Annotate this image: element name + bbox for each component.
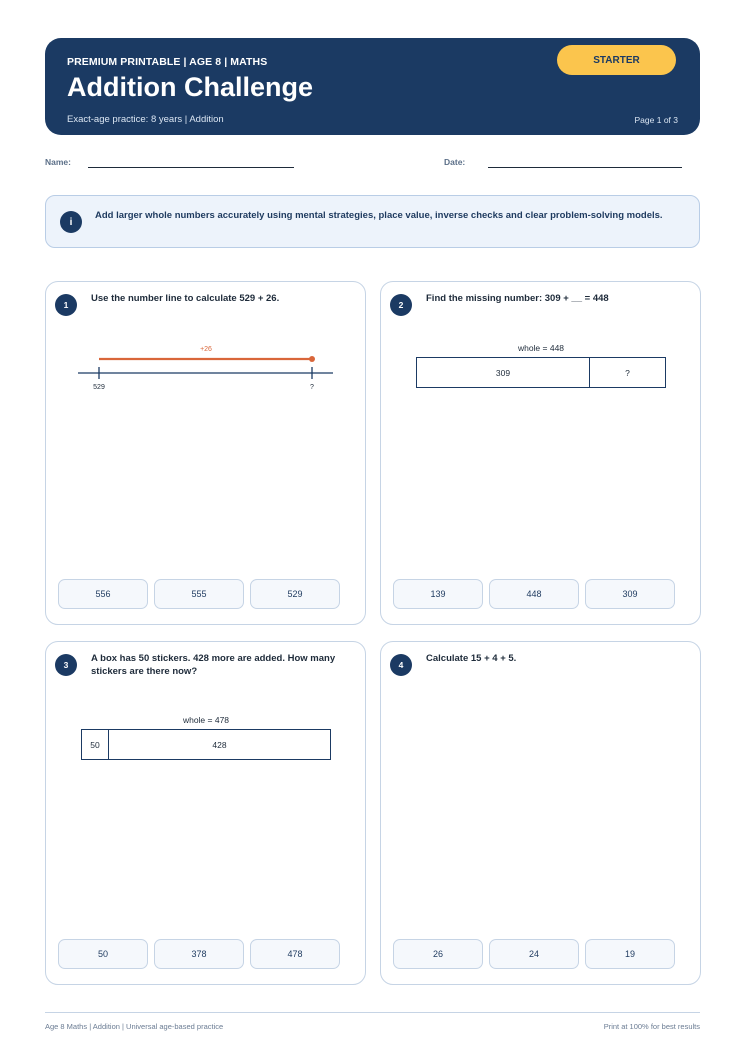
number-line-diagram: [46, 282, 367, 412]
answer-option[interactable]: 529: [250, 579, 340, 609]
question-number: 3: [55, 654, 77, 676]
answer-option[interactable]: 378: [154, 939, 244, 969]
bar-model: [81, 729, 331, 760]
question-number: 4: [390, 654, 412, 676]
question-text: Calculate 15 + 4 + 5.: [426, 653, 517, 664]
question-text: Use the number line to calculate 529 + 26.: [91, 293, 280, 304]
answer-option[interactable]: 50: [58, 939, 148, 969]
date-field[interactable]: [488, 167, 682, 168]
bar-model-caption: whole = 478: [182, 715, 230, 725]
footer-right-text: Print at 100% for best results: [603, 1022, 700, 1031]
info-banner: [45, 195, 700, 248]
bar-model: [416, 357, 666, 388]
question-text: A box has 50 stickers. 428 more are added. How many stickers are there now?: [91, 653, 336, 677]
start-label: 529: [93, 384, 105, 391]
jump-end-dot: [309, 356, 315, 362]
answer-option[interactable]: 309: [585, 579, 675, 609]
answer-option[interactable]: 19: [585, 939, 675, 969]
answer-option[interactable]: 26: [393, 939, 483, 969]
page-number: Page 1 of 3: [634, 115, 678, 125]
name-label: Name:: [45, 157, 71, 167]
answer-option[interactable]: 556: [58, 579, 148, 609]
name-field[interactable]: [88, 167, 294, 168]
answer-option[interactable]: 448: [489, 579, 579, 609]
question-card-2: [380, 281, 701, 625]
header-subtitle: Exact-age practice: 8 years | Addition: [67, 114, 224, 125]
question-card-4: [380, 641, 701, 985]
question-number: 1: [55, 294, 77, 316]
question-number: 2: [390, 294, 412, 316]
date-label: Date:: [444, 157, 466, 167]
bar-segment: 428: [108, 730, 330, 759]
info-text: Add larger whole numbers accurately using mental strategies, place value, inverse checks and clear problem-solving models.: [95, 210, 663, 221]
bar-segment: 50: [90, 739, 100, 750]
question-card-3: [45, 641, 366, 985]
bar-model-caption: whole = 448: [517, 343, 565, 353]
header-kicker: PREMIUM PRINTABLE | AGE 8 | MATHS: [67, 56, 268, 68]
page-title: Addition Challenge: [67, 72, 313, 102]
bar-segment: ?: [589, 358, 665, 387]
footer-divider: [45, 1012, 700, 1013]
answer-option[interactable]: 555: [154, 579, 244, 609]
difficulty-badge: STARTER: [557, 45, 676, 75]
question-text: Find the missing number: 309 + __ = 448: [426, 293, 609, 304]
answer-option[interactable]: 139: [393, 579, 483, 609]
jump-label: +26: [200, 346, 212, 353]
footer-left-text: Age 8 Maths | Addition | Universal age-based practice: [45, 1022, 224, 1031]
page-header: [45, 38, 700, 135]
question-card-1: [45, 281, 366, 625]
end-label: ?: [310, 384, 314, 391]
answer-option[interactable]: 24: [489, 939, 579, 969]
bar-segment: 309: [495, 367, 511, 378]
info-icon: i: [60, 211, 82, 233]
answer-option[interactable]: 478: [250, 939, 340, 969]
